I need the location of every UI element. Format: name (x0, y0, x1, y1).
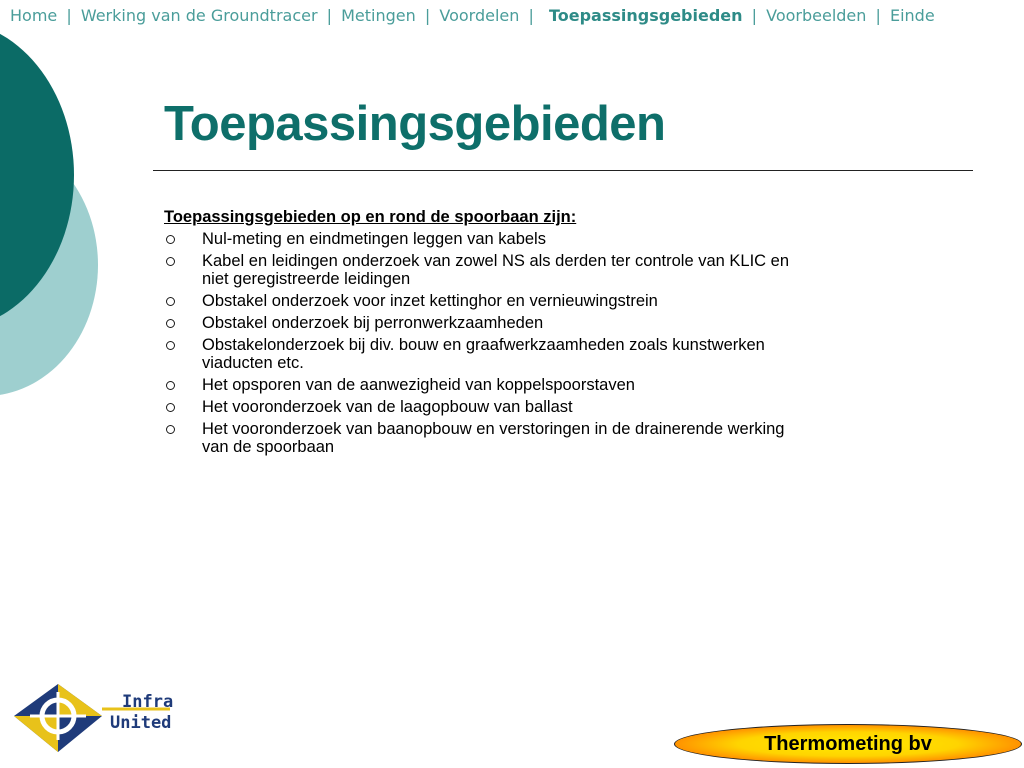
list-item (164, 336, 802, 372)
logo-wordmark (110, 692, 173, 734)
list-item (164, 376, 802, 394)
bullet-icon (166, 381, 175, 390)
title-divider (153, 170, 973, 171)
nav-link-toepassingsgebieden[interactable]: Toepassingsgebieden (548, 6, 743, 25)
list-item (164, 420, 802, 456)
bullet-icon (166, 403, 175, 412)
nav-separator: | (326, 6, 333, 25)
bullet-icon (166, 235, 175, 244)
list-item-text: Het vooronderzoek van baanopbouw en verstoringen in de drainerende werking van de spoorbaan (202, 420, 785, 456)
nav-link-werking[interactable]: Werking van de Groundtracer (80, 6, 318, 25)
list-item (164, 252, 802, 288)
list-item (164, 398, 802, 416)
bullet-icon (166, 319, 175, 328)
list-item (164, 292, 802, 310)
nav-separator: | (424, 6, 431, 25)
nav-link-einde[interactable]: Einde (889, 6, 935, 25)
content-heading: Toepassingsgebieden op en rond de spoorbaan zijn: (164, 208, 577, 226)
logo-text-infra: Infra (122, 692, 174, 712)
bullet-icon (166, 425, 175, 434)
list-item (164, 314, 802, 332)
list-item-text: Kabel en leidingen onderzoek van zowel NS als derden ter controle van KLIC en niet geregistreerde leidingen (202, 252, 790, 288)
badge-label: Thermometing bv (764, 732, 932, 755)
navigation-bar (10, 6, 935, 25)
bullet-icon (166, 341, 175, 350)
list-item-text: Het opsporen van de aanwezigheid van koppelspoorstaven (202, 376, 635, 394)
bullet-icon (166, 297, 175, 306)
list-item-text: Obstakel onderzoek voor inzet kettinghor en vernieuwingstrein (202, 292, 658, 310)
nav-link-home[interactable]: Home (10, 6, 58, 25)
nav-link-voordelen[interactable]: Voordelen (439, 6, 520, 25)
nav-separator: | (528, 6, 534, 25)
page-title: Toepassingsgebieden (164, 97, 666, 151)
nav-link-voorbeelden[interactable]: Voorbeelden (766, 6, 867, 25)
nav-separator: | (875, 6, 881, 25)
logo-yellow-segment (14, 716, 58, 752)
nav-link-metingen[interactable]: Metingen (341, 6, 416, 25)
list-item-text: Obstakel onderzoek bij perronwerkzaamheden (202, 314, 544, 332)
bullet-list (164, 230, 824, 456)
list-item (164, 230, 802, 248)
thermometing-badge (674, 724, 1022, 764)
nav-separator: | (66, 6, 72, 25)
list-item-text: Nul-meting en eindmetingen leggen van kabels (202, 230, 546, 248)
nav-separator: | (751, 6, 758, 25)
list-item-text: Obstakelonderzoek bij div. bouw en graafwerkzaamheden zoals kunstwerken viaducten etc. (202, 336, 765, 372)
content-body (164, 208, 824, 460)
bullet-icon (166, 257, 175, 266)
logo-text-united: United (110, 713, 172, 733)
list-item-text: Het vooronderzoek van de laagopbouw van ballast (202, 398, 573, 416)
